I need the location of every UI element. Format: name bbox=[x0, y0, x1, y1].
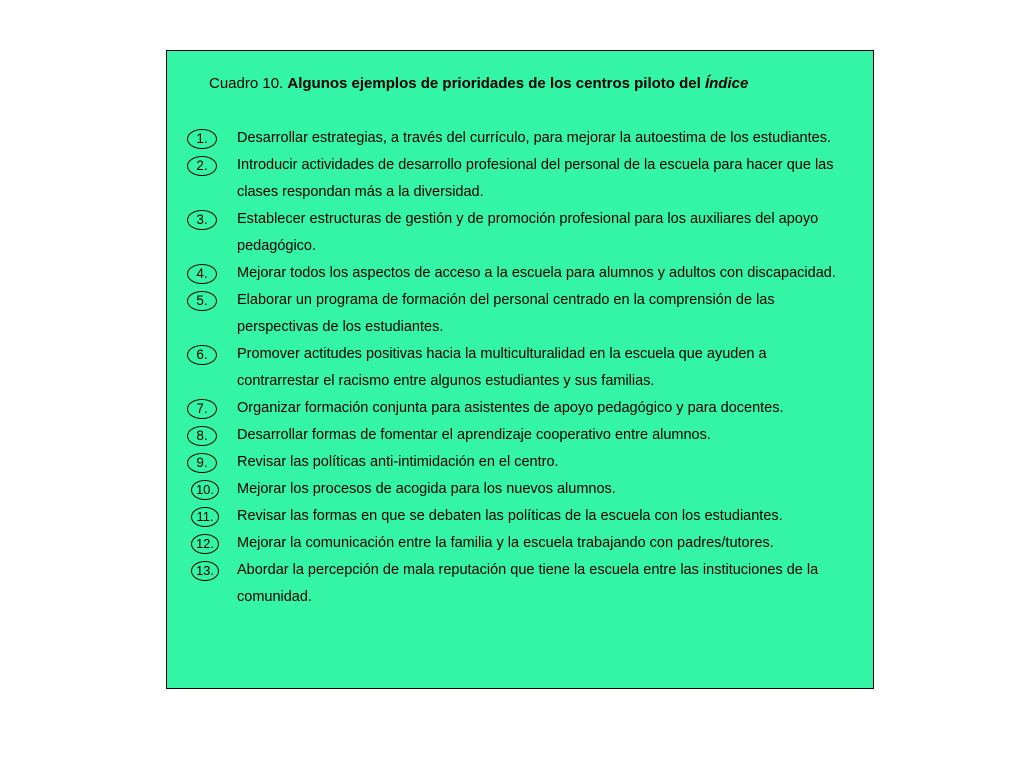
item-text: Mejorar todos los aspectos de acceso a la escuela para alumnos y adultos con discapacidad. bbox=[237, 265, 836, 281]
item-text: Establecer estructuras de gestión y de promoción profesional para los auxiliares del apoyo pedagógico. bbox=[237, 211, 819, 254]
list-item bbox=[167, 530, 873, 557]
item-text: Mejorar la comunicación entre la familia y la escuela trabajando con padres/tutores. bbox=[237, 535, 774, 551]
item-text: Revisar las políticas anti-intimidación en el centro. bbox=[237, 454, 559, 470]
item-text: Organizar formación conjunta para asistentes de apoyo pedagógico y para docentes. bbox=[237, 400, 784, 416]
list-item bbox=[167, 206, 873, 260]
item-text: Promover actitudes positivas hacia la multiculturalidad en la escuela que ayuden a contrarrestar el racismo entre algunos estudiantes y sus familias. bbox=[237, 346, 767, 389]
box-title bbox=[209, 75, 748, 92]
item-number: 4. bbox=[187, 264, 217, 284]
list-item bbox=[167, 260, 873, 287]
list-item bbox=[167, 395, 873, 422]
item-number: 12. bbox=[191, 534, 219, 554]
item-number: 7. bbox=[187, 399, 217, 419]
item-number: 11. bbox=[191, 507, 219, 527]
item-number: 3. bbox=[187, 210, 217, 230]
item-number: 10. bbox=[191, 480, 219, 500]
table-box bbox=[166, 50, 874, 689]
title-italic: Índice bbox=[704, 75, 749, 92]
item-number: 9. bbox=[187, 453, 217, 473]
list-item bbox=[167, 476, 873, 503]
item-number: 8. bbox=[187, 426, 217, 446]
item-number: 5. bbox=[187, 291, 217, 311]
list-item bbox=[167, 422, 873, 449]
item-number: 6. bbox=[187, 345, 217, 365]
title-prefix: Cuadro 10. bbox=[209, 75, 288, 92]
item-text: Abordar la percepción de mala reputación que tiene la escuela entre las instituciones de la comunidad. bbox=[237, 562, 819, 605]
item-number: 13. bbox=[191, 561, 219, 581]
item-number: 2. bbox=[187, 156, 217, 176]
item-text: Desarrollar formas de fomentar el aprendizaje cooperativo entre alumnos. bbox=[237, 427, 711, 443]
item-text: Elaborar un programa de formación del personal centrado en la comprensión de las perspectivas de los estudiantes. bbox=[237, 292, 775, 335]
list-item bbox=[167, 449, 873, 476]
list-item bbox=[167, 557, 873, 611]
priority-list bbox=[167, 125, 873, 611]
list-item bbox=[167, 503, 873, 530]
title-bold: Algunos ejemplos de prioridades de los centros piloto del bbox=[287, 75, 705, 92]
list-item bbox=[167, 152, 873, 206]
item-text: Mejorar los procesos de acogida para los nuevos alumnos. bbox=[237, 481, 616, 497]
item-text: Introducir actividades de desarrollo profesional del personal de la escuela para hacer que las clases respondan más a la diversidad. bbox=[237, 157, 834, 200]
list-item bbox=[167, 125, 873, 152]
item-number: 1. bbox=[187, 129, 217, 149]
item-text: Desarrollar estrategias, a través del currículo, para mejorar la autoestima de los estudiantes. bbox=[237, 130, 831, 146]
list-item bbox=[167, 287, 873, 341]
item-text: Revisar las formas en que se debaten las políticas de la escuela con los estudiantes. bbox=[237, 508, 783, 524]
list-item bbox=[167, 341, 873, 395]
